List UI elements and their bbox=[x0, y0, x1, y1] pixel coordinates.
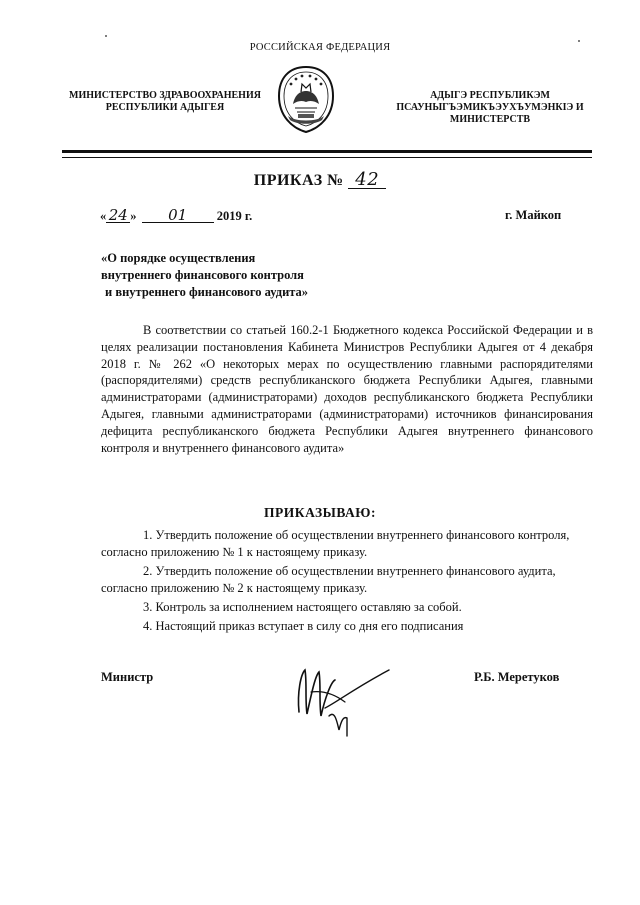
header-divider-thick bbox=[62, 150, 592, 153]
signatory-name: Р.Б. Меретуков bbox=[474, 670, 560, 684]
order-subject: «О порядке осуществления внутреннего финансового контроля и внутреннего финансового аудита» bbox=[101, 251, 309, 299]
preamble-paragraph: В соответствии со статьей 160.2-1 Бюджетного кодекса Российской Федерации и в целях реализации постановления Кабинета Министров Республики Адыгея от 4 декабря 2018 г. № 262 «О некоторых мерах по осуществлению главными распорядителями (распорядителями) средств республиканского бюджета Республики Адыгея, главными администраторами (администраторами) доходов республиканского бюджета Республики Адыгея, главными администраторами (администраторами) источников финансирования дефицита республиканского бюджета Республики Адыгея внутреннего финансового контроля и внутреннего финансового аудита» bbox=[101, 323, 593, 455]
order-date-year: 2019 г. bbox=[216, 209, 253, 223]
order-title: ПРИКАЗ № 42 bbox=[0, 172, 640, 190]
order-item: 3. Контроль за исполнением настоящего оставляю за собой. bbox=[143, 600, 462, 614]
order-city: г. Майкоп bbox=[505, 208, 562, 222]
order-number: 42 bbox=[348, 172, 386, 189]
header-divider-thin bbox=[62, 157, 592, 158]
federation-heading: РОССИЙСКАЯ ФЕДЕРАЦИЯ bbox=[249, 42, 391, 53]
order-date-day: 24 bbox=[106, 208, 130, 223]
order-item: 1. Утвердить положение об осуществлении внутреннего финансового контроля, согласно приложению № 1 к настоящему приказу. bbox=[101, 528, 570, 559]
ministry-name-russian: МИНИСТЕРСТВО ЗДРАВООХРАНЕНИЯ РЕСПУБЛИКИ АДЫГЕЯ bbox=[69, 90, 261, 113]
signatory-position: Министр bbox=[101, 670, 154, 684]
scan-speck bbox=[105, 35, 107, 37]
order-date: « 24 » 01 2019 г. bbox=[100, 206, 253, 224]
order-date-month: 01 bbox=[142, 208, 214, 223]
order-item: 4. Настоящий приказ вступает в силу со дня его подписания bbox=[143, 619, 464, 633]
order-items-list bbox=[101, 527, 593, 637]
coat-of-arms-emblem-icon bbox=[275, 64, 337, 134]
ministry-name-adyghe: АДЫГЭ РЕСПУБЛИКЭМ ПСАУНЫГЪЭМИКЪЭУХЪУМЭНКIЭ И МИНИСТЕРСТВ bbox=[396, 90, 584, 125]
decree-heading: ПРИКАЗЫВАЮ: bbox=[264, 505, 376, 520]
order-item: 2. Утвердить положение об осуществлении внутреннего финансового аудита, согласно приложению № 2 к настоящему приказу. bbox=[101, 564, 556, 595]
handwritten-signature-icon bbox=[285, 652, 405, 742]
